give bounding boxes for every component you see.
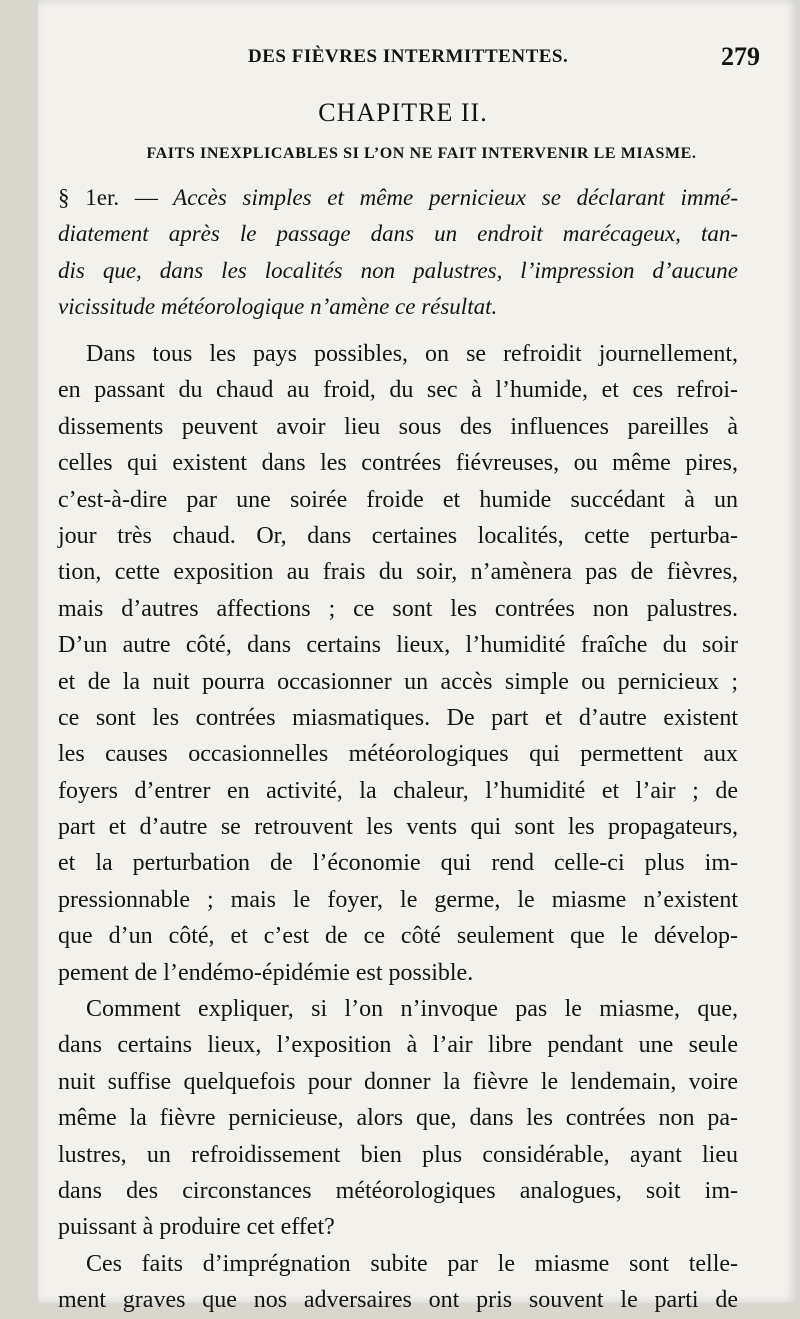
paragraph-line: Comment expliquer, si l’on n’invoque pas le miasme, que, (86, 996, 738, 1023)
paragraph-line: part et d’autre se retrouvent les vents qui sont les propagateurs, (58, 814, 738, 841)
section-mark: § 1er. — (58, 185, 158, 210)
paragraph-line: les causes occasionnelles météorologiques qui permettent aux (58, 741, 738, 768)
paragraph-line: tion, cette exposition au frais du soir, n’amènera pas de fièvres, (58, 559, 738, 586)
paragraph-line: c’est-à-dire par une soirée froide et humide succédant à un (58, 486, 738, 513)
paragraph-line: puissant à produire cet effet? (58, 1214, 335, 1241)
paragraph-line: pressionnable ; mais le foyer, le germe, le miasme n’existent (58, 886, 738, 913)
paragraph-line: foyers d’entrer en activité, la chaleur, l’humidité et l’air ; de (58, 777, 738, 804)
summary-line: dis que, dans les localités non palustres, l’impression d’aucune (58, 257, 738, 283)
paragraph-line: D’un autre côté, dans certains lieux, l’humidité fraîche du soir (58, 632, 738, 659)
paragraph-line: mais d’autres affections ; ce sont les contrées non palustres. (58, 595, 738, 622)
section-summary (58, 180, 738, 326)
paragraph-line: dans des circonstances météorologiques analogues, soit im- (58, 1177, 738, 1204)
paragraph-line: même la fièvre pernicieuse, alors que, dans les contrées non pa- (58, 1105, 738, 1132)
summary-line: vicissitude météorologique n’amène ce résultat. (58, 294, 498, 320)
paragraph-line: ment graves que nos adversaires ont pris souvent le parti de (58, 1287, 738, 1314)
paragraph-line: Ces faits d’imprégnation subite par le miasme sont telle- (86, 1250, 738, 1277)
running-title: DES FIÈVRES INTERMITTENTES. (248, 46, 569, 67)
paragraph-line: jour très chaud. Or, dans certaines localités, cette perturba- (58, 522, 738, 549)
paragraph-line: ce sont les contrées miasmatiques. De part et d’autre existent (58, 704, 738, 731)
paragraph-line: que d’un côté, et c’est de ce côté seulement que le dévelop- (58, 923, 738, 950)
chapter-subtitle: FAITS INEXPLICABLES SI L’ON NE FAIT INTERVENIR LE MIASME. (146, 145, 697, 162)
paragraph-line: et la perturbation de l’économie qui rend celle-ci plus im- (58, 850, 738, 877)
paragraph-line: et de la nuit pourra occasionner un accès simple ou pernicieux ; (58, 668, 738, 695)
summary-text: Accès simples et même pernicieux se déclarant immé- (173, 185, 738, 210)
body-text (58, 336, 738, 1319)
paragraph-line: Dans tous les pays possibles, on se refroidit journellement, (86, 341, 738, 367)
book-page (38, 0, 798, 1314)
paragraph-line: dans certains lieux, l’exposition à l’air libre pendant une seule (58, 1032, 738, 1059)
summary-line (58, 180, 738, 216)
chapter-title: CHAPITRE II. (318, 98, 488, 127)
paragraph-line: dissements peuvent avoir lieu sous des influences pareilles à (58, 413, 738, 440)
paragraph-line: lustres, un refroidissement bien plus considérable, ayant lieu (58, 1141, 738, 1168)
paragraph-line: pement de l’endémo-épidémie est possible. (58, 959, 474, 986)
running-head (78, 42, 770, 76)
paragraph-line: nuit suffise quelquefois pour donner la fièvre le lendemain, voire (58, 1068, 738, 1095)
page-number: 279 (721, 42, 760, 71)
paragraph-line: celles qui existent dans les contrées fiévreuses, ou même pires, (58, 450, 738, 477)
summary-line: diatement après le passage dans un endroit marécageux, tan- (58, 221, 738, 247)
paragraph-line: en passant du chaud au froid, du sec à l’humide, et ces refroi- (58, 377, 738, 404)
